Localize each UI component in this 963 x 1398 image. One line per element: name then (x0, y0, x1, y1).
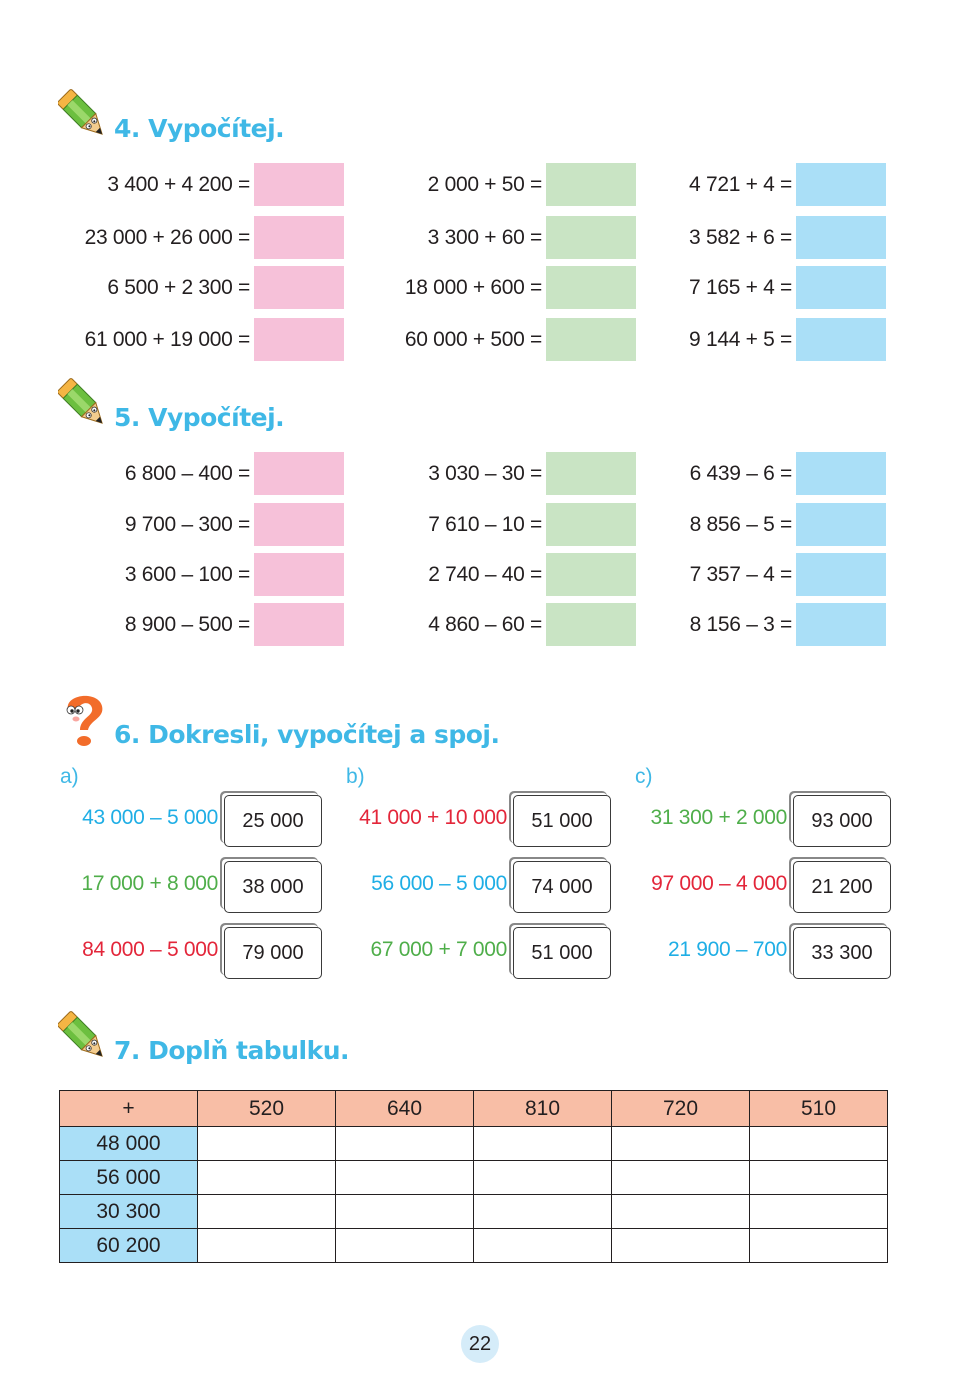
exercise-expression: 2 000 + 50 = (427, 172, 542, 196)
answer-box[interactable] (796, 163, 886, 206)
exercise-row (10, 266, 344, 309)
task-5-header (58, 375, 284, 433)
exercise-expression: 3 582 + 6 = (689, 225, 792, 249)
answer-box[interactable] (796, 603, 886, 646)
answer-box[interactable] (796, 503, 886, 546)
match-answer-box[interactable]: 93 000 (793, 795, 891, 847)
table-row (60, 1161, 888, 1195)
page-number: 22 (461, 1325, 499, 1363)
match-expression: 97 000 – 4 000 (651, 872, 787, 891)
match-expression: 21 900 – 700 (667, 938, 787, 957)
answer-box[interactable] (796, 216, 886, 259)
task-4-header (58, 86, 284, 144)
table-answer-cell[interactable] (336, 1161, 474, 1195)
exercise-expression: 3 300 + 60 = (427, 225, 542, 249)
exercise-expression: 4 721 + 4 = (689, 172, 792, 196)
table-row-header: 60 200 (60, 1229, 198, 1263)
table-answer-cell[interactable] (750, 1127, 888, 1161)
exercise-expression: 4 860 – 60 = (428, 612, 542, 636)
table-answer-cell[interactable] (198, 1195, 336, 1229)
match-expression: 67 000 + 7 000 (370, 938, 507, 957)
pencil-icon (58, 375, 108, 433)
addition-table (59, 1090, 888, 1263)
exercise-expression: 3 400 + 4 200 = (107, 172, 250, 196)
exercise-row (552, 318, 886, 361)
exercise-expression: 3 600 – 100 = (124, 562, 250, 586)
exercise-row (10, 503, 344, 546)
exercise-row (552, 503, 886, 546)
table-row (60, 1195, 888, 1229)
table-column-header: 810 (474, 1091, 612, 1127)
match-answer-box[interactable]: 38 000 (224, 861, 322, 913)
exercise-row (552, 163, 886, 206)
table-answer-cell[interactable] (336, 1229, 474, 1263)
exercise-row (10, 163, 344, 206)
table-answer-cell[interactable] (750, 1161, 888, 1195)
match-answer-box[interactable]: 33 300 (793, 927, 891, 979)
exercise-expression: 8 900 – 500 = (124, 612, 250, 636)
table-answer-cell[interactable] (612, 1127, 750, 1161)
task-7-title: 7. Doplň tabulku. (114, 1036, 349, 1065)
exercise-expression: 2 740 – 40 = (428, 562, 542, 586)
exercise-expression: 6 439 – 6 = (689, 461, 792, 485)
table-answer-cell[interactable] (612, 1161, 750, 1195)
exercise-row (10, 603, 344, 646)
exercise-expression: 8 156 – 3 = (689, 612, 792, 636)
table-column-header: 720 (612, 1091, 750, 1127)
table-row-header: 48 000 (60, 1127, 198, 1161)
exercise-expression: 9 144 + 5 = (689, 327, 792, 351)
table-row-header: 30 300 (60, 1195, 198, 1229)
table-answer-cell[interactable] (336, 1127, 474, 1161)
table-answer-cell[interactable] (612, 1195, 750, 1229)
table-answer-cell[interactable] (474, 1229, 612, 1263)
exercise-row (552, 603, 886, 646)
answer-box[interactable] (796, 266, 886, 309)
match-expression: 31 300 + 2 000 (650, 806, 787, 825)
table-row (60, 1127, 888, 1161)
part-label: c) (635, 765, 653, 788)
table-answer-cell[interactable] (612, 1229, 750, 1263)
exercise-expression: 7 357 – 4 = (689, 562, 792, 586)
table-answer-cell[interactable] (474, 1195, 612, 1229)
table-column-header: 640 (336, 1091, 474, 1127)
match-expression: 17 000 + 8 000 (81, 872, 218, 891)
table-answer-cell[interactable] (474, 1127, 612, 1161)
answer-box[interactable] (796, 452, 886, 495)
exercise-expression: 7 610 – 10 = (428, 512, 542, 536)
task-4-title: 4. Vypočítej. (114, 114, 285, 143)
task-6-title: 6. Dokresli, vypočítej a spoj. (114, 720, 500, 749)
task-6-header (58, 688, 499, 750)
match-answer-box[interactable]: 74 000 (513, 861, 611, 913)
exercise-expression: 8 856 – 5 = (689, 512, 792, 536)
table-column-header: 510 (750, 1091, 888, 1127)
exercise-expression: 60 000 + 500 = (404, 327, 542, 351)
table-answer-cell[interactable] (198, 1161, 336, 1195)
task-5-title: 5. Vypočítej. (114, 403, 285, 432)
part-label: b) (346, 765, 365, 788)
table-answer-cell[interactable] (336, 1195, 474, 1229)
exercise-row (552, 266, 886, 309)
table-row-header: 56 000 (60, 1161, 198, 1195)
table-row (60, 1229, 888, 1263)
match-expression: 41 000 + 10 000 (359, 806, 507, 825)
exercise-row (552, 216, 886, 259)
exercise-expression: 9 700 – 300 = (124, 512, 250, 536)
exercise-expression: 23 000 + 26 000 = (84, 225, 250, 249)
answer-box[interactable] (796, 553, 886, 596)
match-answer-box[interactable]: 51 000 (513, 927, 611, 979)
match-answer-box[interactable]: 79 000 (224, 927, 322, 979)
exercise-expression: 3 030 – 30 = (428, 461, 542, 485)
exercise-expression: 6 500 + 2 300 = (107, 275, 250, 299)
table-header-row (60, 1091, 888, 1127)
table-answer-cell[interactable] (198, 1127, 336, 1161)
exercise-expression: 61 000 + 19 000 = (84, 327, 250, 351)
match-answer-box[interactable]: 51 000 (513, 795, 611, 847)
exercise-row (552, 452, 886, 495)
match-answer-box[interactable]: 21 200 (793, 861, 891, 913)
table-corner-operator: + (60, 1091, 198, 1127)
exercise-row (10, 318, 344, 361)
exercise-expression: 6 800 – 400 = (124, 461, 250, 485)
match-expression: 84 000 – 5 000 (82, 938, 218, 957)
pencil-icon (58, 1008, 108, 1066)
part-label: a) (60, 765, 79, 788)
exercise-row (10, 452, 344, 495)
table-answer-cell[interactable] (198, 1229, 336, 1263)
exercise-row (552, 553, 886, 596)
exercise-row (10, 216, 344, 259)
pencil-icon (58, 86, 108, 144)
table-answer-cell[interactable] (750, 1195, 888, 1229)
answer-box[interactable] (796, 318, 886, 361)
table-column-header: 520 (198, 1091, 336, 1127)
table-answer-cell[interactable] (750, 1229, 888, 1263)
table-answer-cell[interactable] (474, 1161, 612, 1195)
exercise-expression: 18 000 + 600 = (404, 275, 542, 299)
question-mark-icon (58, 688, 108, 750)
match-answer-box[interactable]: 25 000 (224, 795, 322, 847)
exercise-expression: 7 165 + 4 = (689, 275, 792, 299)
match-expression: 43 000 – 5 000 (82, 806, 218, 825)
match-expression: 56 000 – 5 000 (371, 872, 507, 891)
task-7-header (58, 1008, 349, 1066)
exercise-row (10, 553, 344, 596)
